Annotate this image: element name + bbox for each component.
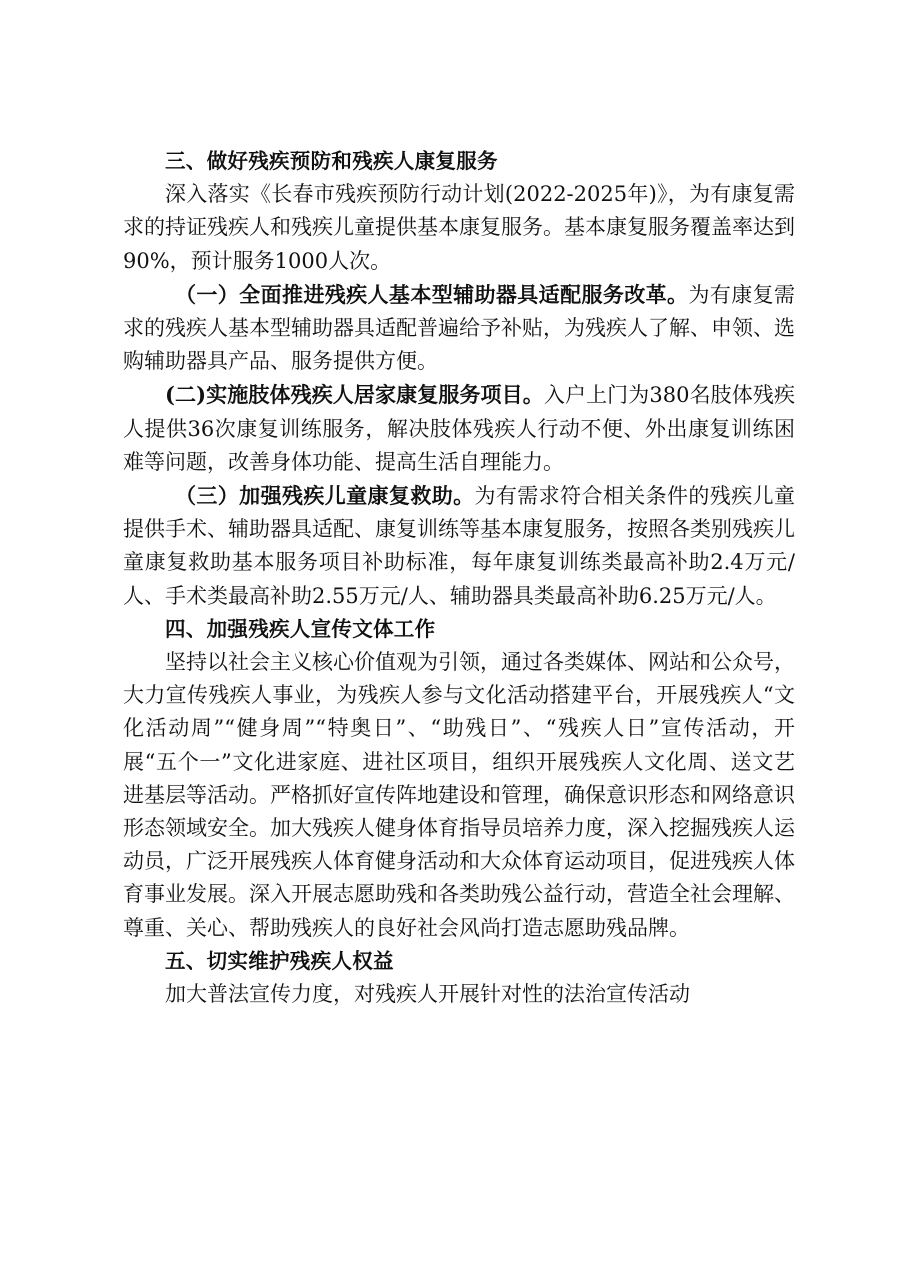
section-3-item-3-body: 为有需求符合相关条件的残疾儿童提供手术、辅助器具适配、康复训练等基本康复服务，按照各类别残疾儿童康复救助基本服务项目补助标准，每年康复训练类最高补助2.4万元/人、手术类最高补助2.55万元/人、辅助器具类最高补助6.25万元/人。 bbox=[123, 484, 795, 608]
section-3-item-3-title: （三）加强残疾儿童康复救助。 bbox=[175, 483, 475, 509]
section-3-item-2-body: 入户上门为380名肢体残疾人提供36次康复训练服务，解决肢体残疾人行动不便、外出康复训练困难等问题，改善身体功能、提高生活自理能力。 bbox=[123, 383, 795, 474]
section-3-item-1 bbox=[123, 278, 795, 379]
section-3-item-2 bbox=[123, 378, 795, 479]
section-heading-5: 五、切实维护残疾人权益 bbox=[165, 948, 394, 973]
section-3-item-2-title: (二)实施肢体残疾人居家康复服务项目。 bbox=[165, 382, 544, 408]
section-4-body: 坚持以社会主义核心价值观为引领，通过各类媒体、网站和公众号，大力宣传残疾人事业，为残疾人参与文化活动搭建平台，开展残疾人“文化活动周”“健身周”“特奥日”、“助残日”、“残疾人日”宣传活动，开展“五个一”文化进家庭、进社区项目，组织开展残疾人文化周、送文艺进基层等活动。严格抓好宣传阵地建设和管理，确保意识形态和网络意识形态领域安全。加大残疾人健身体育指导员培养力度，深入挖掘残疾人运动员，广泛开展残疾人体育健身活动和大众体育运动项目，促进残疾人体育事业发展。深入开展志愿助残和各类助残公益行动，营造全社会理解、尊重、关心、帮助残疾人的良好社会风尚打造志愿助残品牌。 bbox=[123, 650, 795, 940]
document-body bbox=[123, 145, 795, 1011]
section-5-body: 加大普法宣传力度，对残疾人开展针对性的法治宣传活动 bbox=[165, 982, 690, 1007]
section-3-item-3 bbox=[123, 479, 795, 613]
section-3-intro: 深入落实《长春市残疾预防行动计划(2022-2025年)》，为有康复需求的持证残疾人和残疾儿童提供基本康复服务。基本康复服务覆盖率达到90%，预计服务1000人次。 bbox=[123, 182, 795, 273]
section-3-item-1-title: （一）全面推进残疾人基本型辅助器具适配服务改革。 bbox=[175, 281, 689, 307]
section-heading-3: 三、做好残疾预防和残疾人康复服务 bbox=[165, 149, 498, 173]
section-heading-4: 四、加强残疾人宣传文体工作 bbox=[165, 616, 436, 641]
section-3-item-1-body: 为有康复需求的残疾人基本型辅助器具适配普遍给予补贴，为残疾人了解、申领、选购辅助器具产品、服务提供方便。 bbox=[123, 282, 796, 374]
